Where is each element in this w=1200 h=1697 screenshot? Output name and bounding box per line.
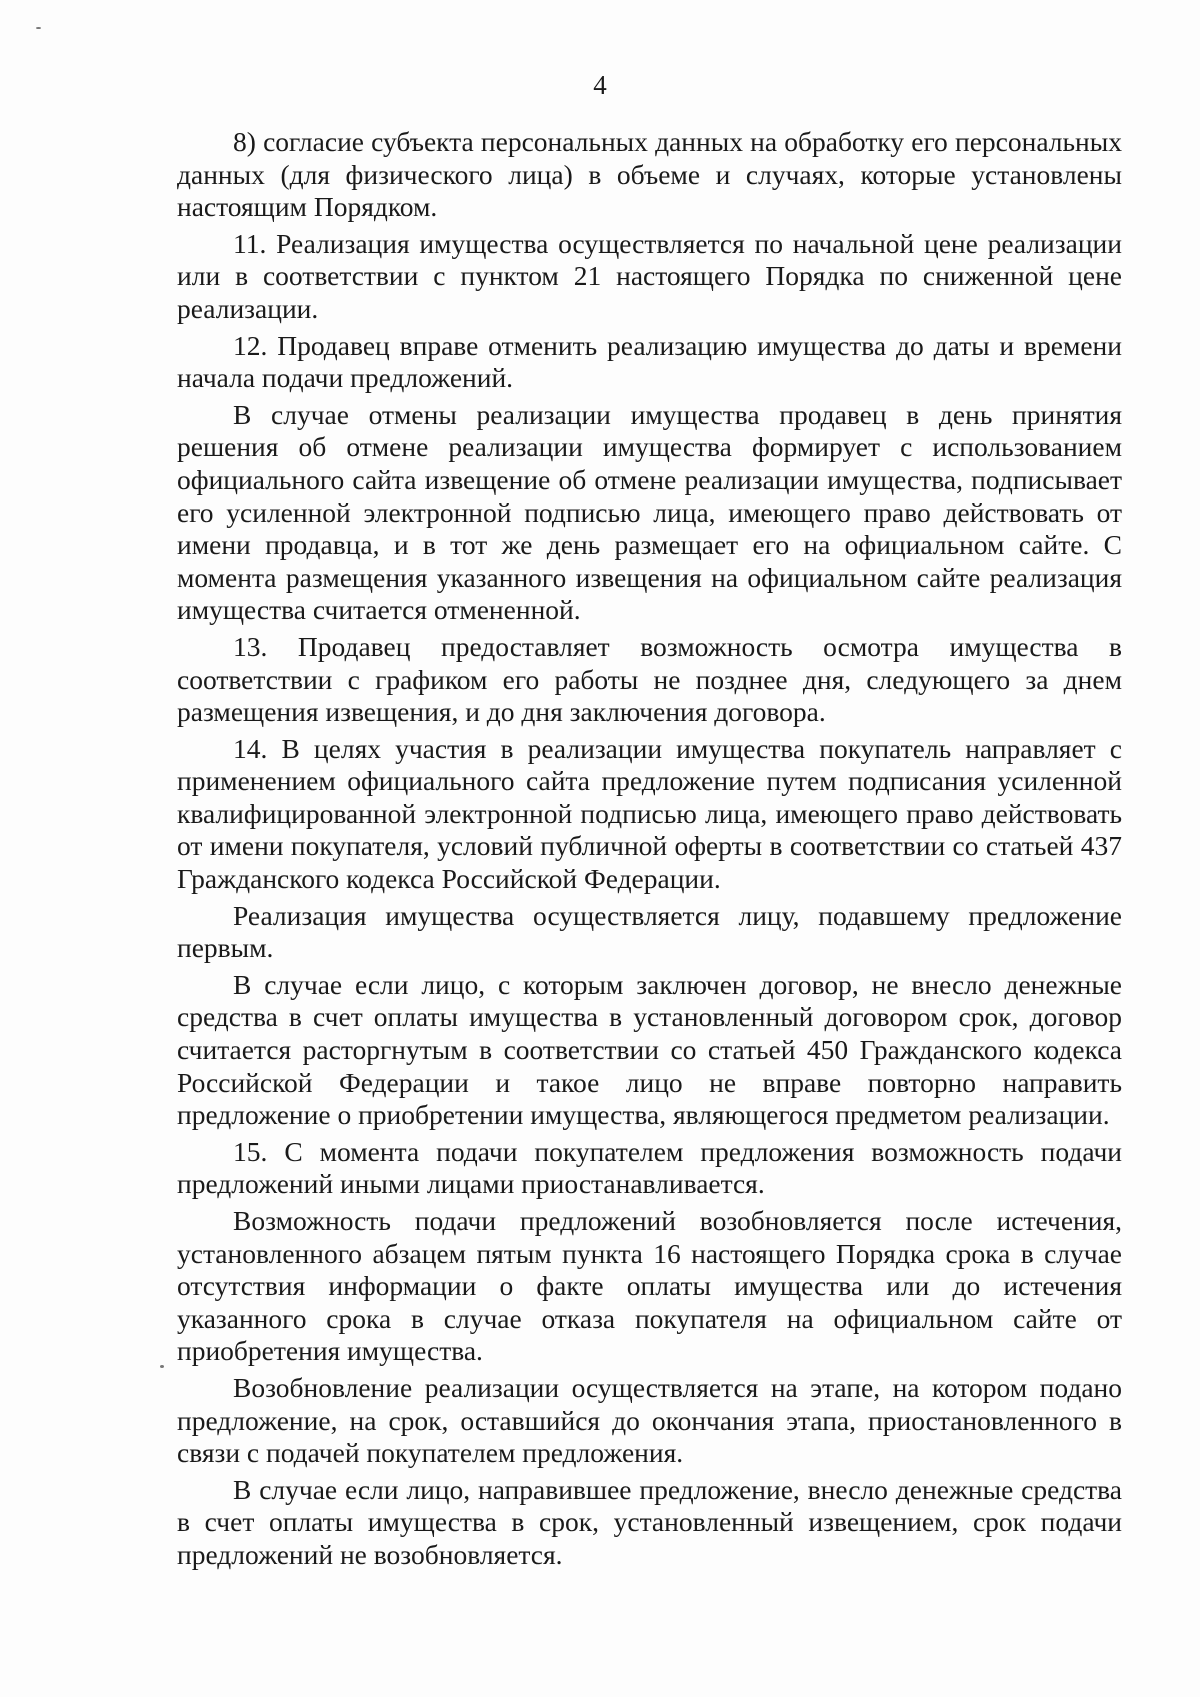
paragraph-clause-14: 14. В целях участия в реализации имущества покупатель направляет с применением официального сайта предложение путем подписания усиленной квалифицированной электронной подписью лица, имеющего право действовать от имени покупателя, условий публичной оферты в соответствии со статьей 437 Гражданского кодекса Российской Федерации. (177, 732, 1122, 895)
paragraph-resumption-stage: Возобновление реализации осуществляется на этапе, на котором подано предложение, на срок, оставшийся до окончания этапа, приостановленного в связи с подачей покупателем предложения. (177, 1371, 1122, 1469)
paragraph-clause-15: 15. С момента подачи покупателем предложения возможность подачи предложений иными лицами приостанавливается. (177, 1135, 1122, 1200)
scan-speck (160, 1365, 164, 1368)
paragraph-clause-11: 11. Реализация имущества осуществляется по начальной цене реализации или в соответствии с пунктом 21 настоящего Порядка по сниженной цене реализации. (177, 227, 1122, 324)
paragraph-item-8: 8) согласие субъекта персональных данных на обработку его персональных данных (для физического лица) в объеме и случаях, которые установлены настоящим Порядком. (177, 126, 1122, 223)
paragraph-contract-termination: В случае если лицо, с которым заключен договор, не внесло денежные средства в счет оплаты имущества в установленный договором срок, договор считается расторгнутым в соответствии со статьей 450 Гражданского кодекса Российской Федерации и такое лицо не вправе повторно направить предложение о приобретении имущества, являющегося предметом реализации. (177, 968, 1122, 1131)
paragraph-cancellation: В случае отмены реализации имущества продавец в день принятия решения об отмене реализации имущества формирует с использованием официального сайта извещение об отмене реализации имущества, подписывает его усиленной электронной подписью лица, имеющего право действовать от имени продавца, и в тот же день размещает его на официальном сайте. С момента размещения указанного извещения на официальном сайте реализация имущества считается отмененной. (177, 398, 1122, 626)
paragraph-clause-12: 12. Продавец вправе отменить реализацию имущества до даты и времени начала подачи предложений. (177, 329, 1122, 394)
paragraph-first-offer: Реализация имущества осуществляется лицу, подавшему предложение первым. (177, 899, 1122, 964)
document-body (177, 126, 1122, 1572)
scan-speck (36, 27, 41, 29)
paragraph-no-resumption: В случае если лицо, направившее предложение, внесло денежные средства в счет оплаты имущества в срок, установленный извещением, срок подачи предложений не возобновляется. (177, 1473, 1122, 1570)
paragraph-resumption: Возможность подачи предложений возобновляется после истечения, установленного абзацем пятым пункта 16 настоящего Порядка срока в случае отсутствия информации о факте оплаты имущества или до истечения указанного срока в случае отказа покупателя на официальном сайте от приобретения имущества. (177, 1205, 1122, 1367)
paragraph-clause-13: 13. Продавец предоставляет возможность осмотра имущества в соответствии с графиком его работы не позднее дня, следующего за днем размещения извещения, и до дня заключения договора. (177, 630, 1122, 728)
page-number: 4 (593, 70, 607, 100)
